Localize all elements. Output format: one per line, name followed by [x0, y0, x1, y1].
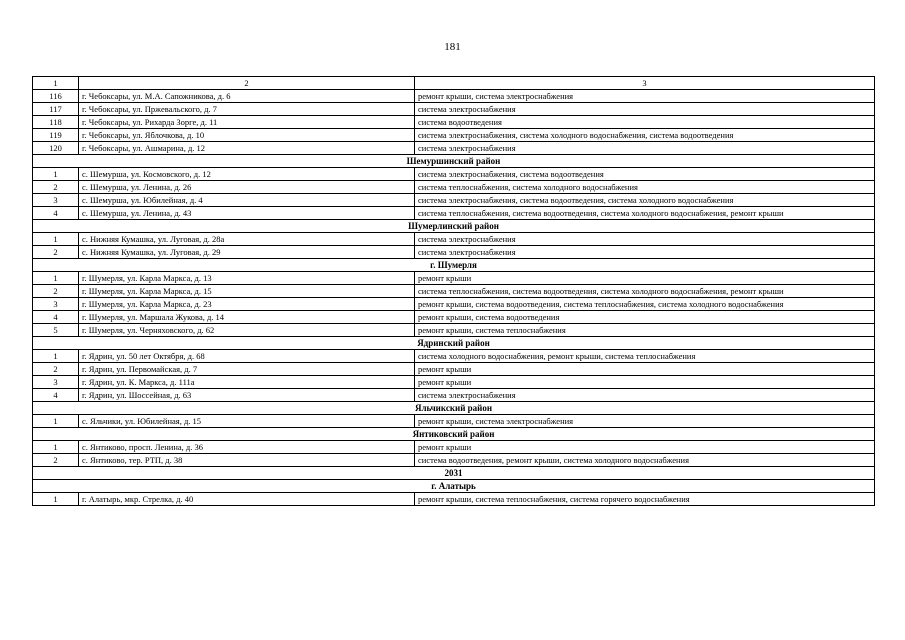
row-number: 3: [33, 298, 79, 311]
work-type-cell: система теплоснабжения, система холодного водоснабжения: [415, 181, 875, 194]
table-row: [33, 363, 875, 376]
table-row: [33, 298, 875, 311]
work-type-cell: ремонт крыши, система теплоснабжения: [415, 324, 875, 337]
table-row: [33, 142, 875, 155]
work-type-cell: система теплоснабжения, система водоотведения, система холодного водоснабжения, ремонт крыши: [415, 207, 875, 220]
repair-schedule-table: [32, 76, 875, 506]
work-type-cell: система электроснабжения: [415, 246, 875, 259]
work-type-cell: ремонт крыши, система водоотведения, система теплоснабжения, система холодного водоснабжения: [415, 298, 875, 311]
table-row: [33, 116, 875, 129]
section-row: [33, 220, 875, 233]
row-number: 1: [33, 168, 79, 181]
address-cell: г. Ядрин, ул. К. Маркса, д. 111а: [79, 376, 415, 389]
work-type-cell: ремонт крыши: [415, 376, 875, 389]
column-number-2: 2: [79, 77, 415, 90]
table-row: [33, 454, 875, 467]
section-title: Яльчикский район: [33, 402, 875, 415]
row-number: 2: [33, 181, 79, 194]
address-cell: г. Шумерля, ул. Карла Маркса, д. 13: [79, 272, 415, 285]
row-number: 117: [33, 103, 79, 116]
table-row: [33, 350, 875, 363]
work-type-cell: система электроснабжения, система холодного водоснабжения, система водоотведения: [415, 129, 875, 142]
page-number: 181: [444, 41, 461, 53]
column-number-1: 1: [33, 77, 79, 90]
work-type-cell: ремонт крыши, система электроснабжения: [415, 90, 875, 103]
address-cell: г. Чебоксары, ул. Ашмарина, д. 12: [79, 142, 415, 155]
section-row: [33, 155, 875, 168]
row-number: 118: [33, 116, 79, 129]
work-type-cell: система электроснабжения, система водоотведения, система холодного водоснабжения: [415, 194, 875, 207]
section-row: [33, 402, 875, 415]
address-cell: г. Ядрин, ул. Первомайская, д. 7: [79, 363, 415, 376]
row-number: 2: [33, 454, 79, 467]
column-number-row: [33, 77, 875, 90]
section-title: Янтиковский район: [33, 428, 875, 441]
row-number: 4: [33, 207, 79, 220]
table-row: [33, 311, 875, 324]
address-cell: г. Ядрин, ул. Шоссейная, д. 63: [79, 389, 415, 402]
work-type-cell: ремонт крыши, система теплоснабжения, система горячего водоснабжения: [415, 493, 875, 506]
row-number: 4: [33, 311, 79, 324]
table-row: [33, 272, 875, 285]
row-number: 120: [33, 142, 79, 155]
address-cell: г. Шумерля, ул. Карла Маркса, д. 15: [79, 285, 415, 298]
row-number: 2: [33, 246, 79, 259]
address-cell: г. Ядрин, ул. 50 лет Октября, д. 68: [79, 350, 415, 363]
section-row: [33, 259, 875, 272]
table-row: [33, 376, 875, 389]
table-body: [33, 77, 875, 506]
row-number: 5: [33, 324, 79, 337]
row-number: 1: [33, 350, 79, 363]
table-row: [33, 324, 875, 337]
table-row: [33, 194, 875, 207]
section-title: Ядринский район: [33, 337, 875, 350]
table-row: [33, 181, 875, 194]
address-cell: с. Шемурша, ул. Космовского, д. 12: [79, 168, 415, 181]
work-type-cell: система холодного водоснабжения, ремонт крыши, система теплоснабжения: [415, 350, 875, 363]
address-cell: с. Янтиково, тер. РТП, д. 38: [79, 454, 415, 467]
table-row: [33, 389, 875, 402]
table-row: [33, 103, 875, 116]
address-cell: г. Алатырь, мкр. Стрелка, д. 40: [79, 493, 415, 506]
row-number: 2: [33, 363, 79, 376]
row-number: 4: [33, 389, 79, 402]
work-type-cell: ремонт крыши: [415, 272, 875, 285]
row-number: 1: [33, 493, 79, 506]
table-row: [33, 415, 875, 428]
work-type-cell: система электроснабжения: [415, 233, 875, 246]
address-cell: с. Нижняя Кумашка, ул. Луговая, д. 29: [79, 246, 415, 259]
address-cell: с. Шемурша, ул. Ленина, д. 26: [79, 181, 415, 194]
row-number: 1: [33, 415, 79, 428]
work-type-cell: система водоотведения: [415, 116, 875, 129]
section-title: Шумерлинский район: [33, 220, 875, 233]
section-row: [33, 467, 875, 480]
address-cell: с. Яльчики, ул. Юбилейная, д. 15: [79, 415, 415, 428]
address-cell: с. Шемурша, ул. Ленина, д. 43: [79, 207, 415, 220]
row-number: 1: [33, 272, 79, 285]
address-cell: с. Нижняя Кумашка, ул. Луговая, д. 28а: [79, 233, 415, 246]
section-title: г. Алатырь: [33, 480, 875, 493]
address-cell: г. Чебоксары, ул. М.А. Сапожникова, д. 6: [79, 90, 415, 103]
section-row: [33, 337, 875, 350]
section-title: г. Шумерля: [33, 259, 875, 272]
table-row: [33, 129, 875, 142]
row-number: 3: [33, 376, 79, 389]
section-title: Шемуршинский район: [33, 155, 875, 168]
section-row: [33, 480, 875, 493]
table-row: [33, 246, 875, 259]
work-type-cell: система водоотведения, ремонт крыши, система холодного водоснабжения: [415, 454, 875, 467]
row-number: 3: [33, 194, 79, 207]
address-cell: с. Шемурша, ул. Юбилейная, д. 4: [79, 194, 415, 207]
table-row: [33, 285, 875, 298]
address-cell: г. Шумерля, ул. Карла Маркса, д. 23: [79, 298, 415, 311]
address-cell: г. Чебоксары, ул. Рихарда Зорге, д. 11: [79, 116, 415, 129]
work-type-cell: ремонт крыши: [415, 441, 875, 454]
table-row: [33, 90, 875, 103]
work-type-cell: система электроснабжения: [415, 389, 875, 402]
work-type-cell: ремонт крыши, система водоотведения: [415, 311, 875, 324]
row-number: 116: [33, 90, 79, 103]
row-number: 2: [33, 285, 79, 298]
column-number-3: 3: [415, 77, 875, 90]
section-row: [33, 428, 875, 441]
row-number: 1: [33, 441, 79, 454]
section-title: 2031: [33, 467, 875, 480]
table-row: [33, 441, 875, 454]
work-type-cell: система электроснабжения: [415, 142, 875, 155]
work-type-cell: ремонт крыши, система электроснабжения: [415, 415, 875, 428]
work-type-cell: система электроснабжения, система водоотведения: [415, 168, 875, 181]
table-row: [33, 207, 875, 220]
address-cell: г. Чебоксары, ул. Пржевальского, д. 7: [79, 103, 415, 116]
work-type-cell: система теплоснабжения, система водоотведения, система холодного водоснабжения, ремонт крыши: [415, 285, 875, 298]
address-cell: с. Янтиково, просп. Ленина, д. 36: [79, 441, 415, 454]
row-number: 1: [33, 233, 79, 246]
address-cell: г. Шумерля, ул. Черняховского, д. 62: [79, 324, 415, 337]
table-row: [33, 233, 875, 246]
table-row: [33, 168, 875, 181]
table-row: [33, 493, 875, 506]
work-type-cell: ремонт крыши: [415, 363, 875, 376]
address-cell: г. Шумерля, ул. Маршала Жукова, д. 14: [79, 311, 415, 324]
row-number: 119: [33, 129, 79, 142]
work-type-cell: система электроснабжения: [415, 103, 875, 116]
address-cell: г. Чебоксары, ул. Яблочкова, д. 10: [79, 129, 415, 142]
